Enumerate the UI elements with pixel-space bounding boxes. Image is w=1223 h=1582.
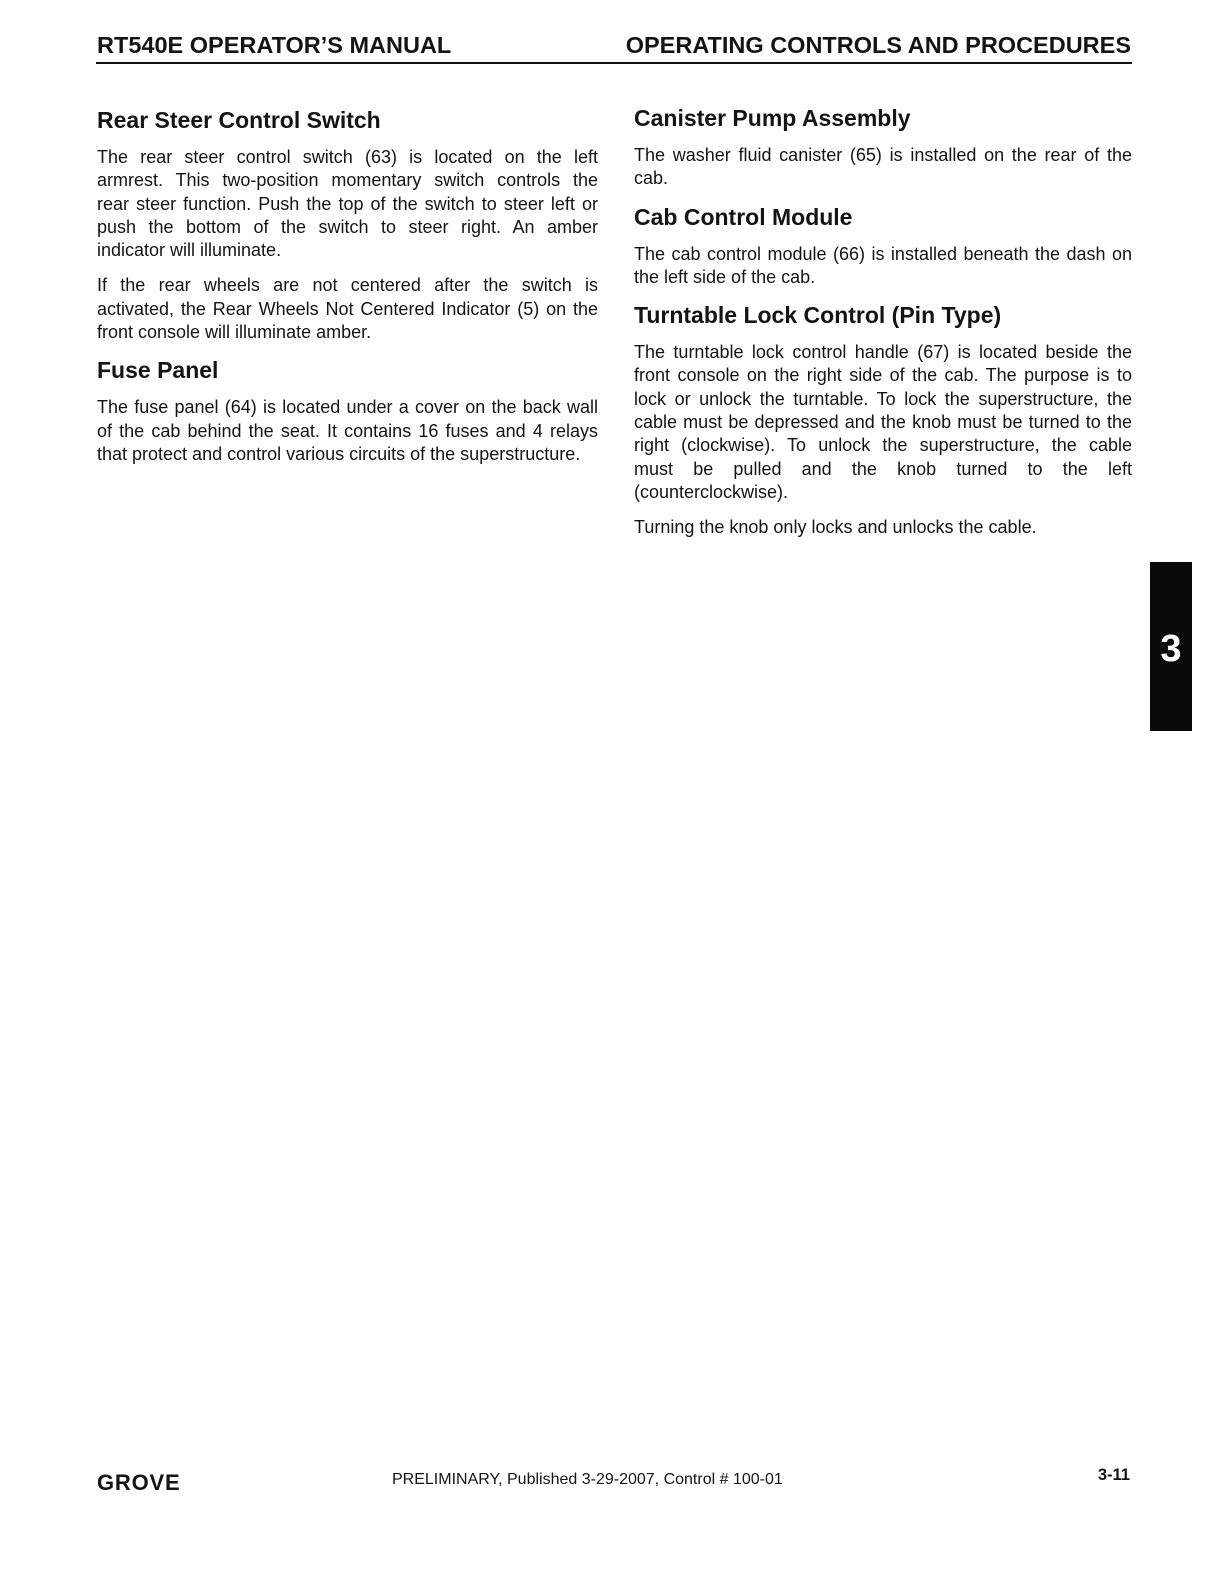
text-line: activated, the Rear Wheels Not Centered Indicator (5) on the <box>97 298 598 319</box>
text-line: (counterclockwise). <box>634 481 789 502</box>
text-line: lock or unlock the turntable. To lock the superstructure, the <box>634 388 1132 409</box>
text-line: The turntable lock control handle (67) is located beside the <box>634 342 1132 363</box>
text-line: If the rear wheels are not centered after the switch is <box>97 275 598 296</box>
text-line: The rear steer control switch (63) is located on the left <box>97 147 598 167</box>
publication-note: PRELIMINARY, Published 3-29-2007, Control # 100-01 <box>392 1471 783 1488</box>
text-line: indicator will illuminate. <box>97 240 282 261</box>
paragraph <box>97 146 598 262</box>
text-line: The cab control module (66) is installed beneath the dash on <box>634 243 1132 264</box>
paragraph <box>97 396 598 466</box>
text-line: front console will illuminate amber. <box>97 322 372 343</box>
paragraph <box>634 341 1132 504</box>
text-line: front console on the right side of the cab. The purpose is to <box>634 365 1132 386</box>
section-heading: Fuse Panel <box>97 357 219 384</box>
paragraph <box>634 144 1132 191</box>
text-line: cable must be depressed and the knob must be turned to the <box>634 412 1132 433</box>
manual-title: RT540E OPERATOR’S MANUAL <box>97 32 452 58</box>
text-line: Turning the knob only locks and unlocks the cable. <box>634 517 1037 538</box>
paragraph <box>634 516 1132 539</box>
section-heading: Canister Pump Assembly <box>634 105 911 131</box>
text-line: The washer fluid canister (65) is installed on the rear of the <box>634 145 1132 165</box>
grove-logo: GROVE <box>97 1470 181 1495</box>
text-line: cab. <box>634 168 669 189</box>
page-number: 3-11 <box>1097 1466 1130 1484</box>
text-line: The fuse panel (64) is located under a cover on the back wall <box>97 397 598 418</box>
header-rule <box>96 62 1132 64</box>
text-line: that protect and control various circuits of the superstructure. <box>97 443 581 464</box>
paragraph <box>97 274 598 344</box>
text-line: the left side of the cab. <box>634 266 816 287</box>
section-heading: Turntable Lock Control (Pin Type) <box>634 302 1002 329</box>
text-line: of the cab behind the seat. It contains 16 fuses and 4 relays <box>97 420 598 441</box>
section-heading: Cab Control Module <box>634 203 853 230</box>
text-line: right (clockwise). To unlock the superstructure, the cable <box>634 435 1132 456</box>
section-heading: Rear Steer Control Switch <box>97 107 381 133</box>
left-column <box>97 106 598 478</box>
text-line: armrest. This two-position momentary switch controls the <box>97 170 598 191</box>
text-line: push the bottom of the switch to steer right. An amber <box>97 216 598 237</box>
chapter-title: OPERATING CONTROLS AND PROCEDURES <box>625 32 1131 58</box>
text-line: rear steer function. Push the top of the switch to steer left or <box>97 193 598 214</box>
text-line: must be pulled and the knob turned to the left <box>634 458 1132 479</box>
right-column <box>634 104 1132 552</box>
paragraph <box>634 243 1132 290</box>
chapter-tab <box>1150 562 1192 731</box>
chapter-tab-number: 3 <box>1160 628 1182 670</box>
